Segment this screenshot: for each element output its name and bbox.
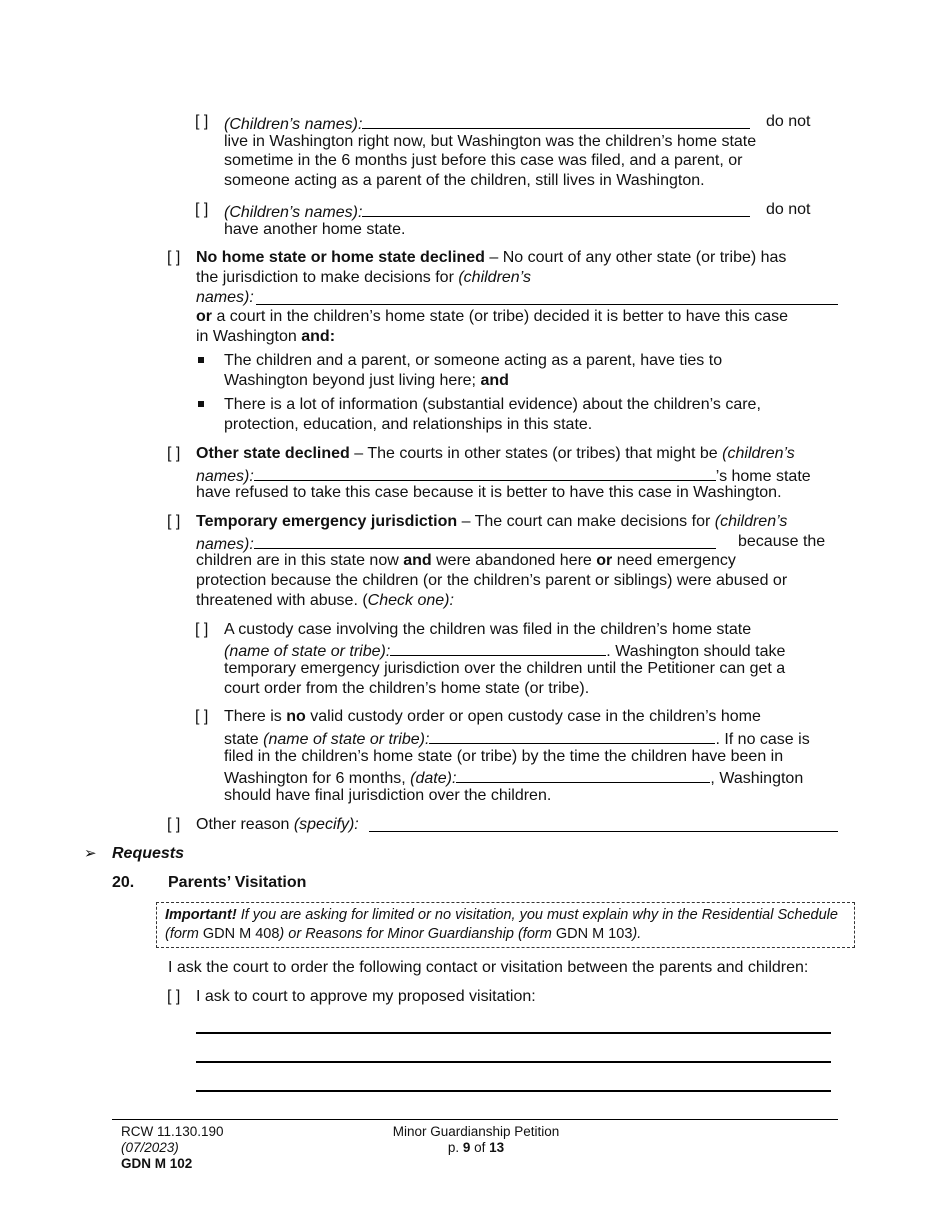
page-total: 13 [489,1140,505,1155]
text: and: [301,328,336,345]
text: ’s home state [715,468,811,485]
text: Washington for 6 months, [224,770,411,787]
note-line-1 [165,906,838,925]
text: do not [766,113,811,130]
checkbox-no-other-home-state[interactable]: [ ] [195,201,209,218]
text: – The courts in other states (or tribes) that might be [349,445,723,462]
footer-form-number: GDN M 102 [121,1156,193,1171]
footer-date: (07/2023) [121,1140,179,1155]
checkbox-approve-visitation[interactable]: [ ] [167,988,181,1005]
text: If you are asking for limited or no visitation, you must explain why in the Residential Schedule [236,907,838,923]
visitation-field-line-1[interactable] [196,1032,831,1034]
visitation-field-line-2[interactable] [196,1061,831,1063]
text: live in Washington right now, but Washington was the children’s home state [224,133,757,150]
text: . If no case is [715,731,810,748]
text: in Washington [196,328,302,345]
bullet-icon [198,357,204,363]
text: Other reason [196,816,294,833]
text: There is a lot of information (substantial evidence) about the children’s care, [224,396,761,413]
text: temporary emergency jurisdiction over the children until the Petitioner can get a [224,660,786,677]
text: court order from the children’s home state (or tribe). [224,680,590,697]
footer-rcw: RCW 11.130.190 [121,1124,224,1139]
form-ref: GDN M 408 [202,926,280,942]
text: – No court of any other state (or tribe) has [484,249,787,266]
children-names-field-4[interactable] [254,464,716,481]
text: someone acting as a parent of the children, still lives in Washington. [224,172,705,189]
arrow-bullet-icon: ➢ [84,845,97,862]
text: have another home state. [224,221,406,238]
footer-page [376,1140,576,1156]
text: state [224,731,264,748]
text: (children’s [714,513,788,530]
text: the jurisdiction to make decisions for [196,269,459,286]
text: names): [196,536,254,553]
text: Check one): [367,592,454,609]
text: (date): [410,770,457,787]
text: do not [766,201,811,218]
page-number: 9 [462,1140,471,1155]
text: names): [196,289,254,306]
text: A custody case involving the children was filed in the children’s home state [224,621,752,638]
text: I ask to court to approve my proposed visitation: [196,988,536,1005]
temp-heading [196,512,787,532]
text: because the [738,533,826,550]
other-reason-label [196,815,359,835]
text: and [480,372,509,389]
date-field[interactable] [456,766,710,783]
text: (name of state or tribe): [263,731,430,748]
checkbox-home-state-6months[interactable]: [ ] [195,113,209,130]
text: The children and a parent, or someone acting as a parent, have ties to [224,352,723,369]
checkbox-no-home-state[interactable]: [ ] [167,249,181,266]
text: or [596,552,613,569]
text: no [286,708,306,725]
checkbox-temporary-emergency[interactable]: [ ] [167,513,181,530]
text: a court in the children’s home state (or tribe) decided it is better to have this case [212,308,788,325]
checkbox-other-reason[interactable]: [ ] [167,816,181,833]
text: ) or Reasons for Minor Guardianship (form [279,926,556,942]
form-ref: GDN M 103 [555,926,633,942]
checkbox-other-state-declined[interactable]: [ ] [167,445,181,462]
text: (name of state or tribe): [224,643,391,660]
text-line [224,707,761,727]
text: (children’s [458,269,531,286]
other-state-heading [196,444,795,464]
important-label: Important! [165,907,237,923]
children-names-field-5[interactable] [254,532,716,549]
other-state-title: Other state declined [196,445,350,462]
text: names): [196,468,254,485]
text: sometime in the 6 months just before this case was filed, and a parent, or [224,152,743,169]
requests-heading: Requests [112,845,185,862]
text: . Washington should take [606,643,786,660]
text: (form [165,926,203,942]
text: were abandoned here [431,552,597,569]
children-names-field-1[interactable] [362,112,750,129]
children-names-field-2[interactable] [362,200,750,217]
state-or-tribe-field-1[interactable] [390,639,606,656]
section-title: Parents’ Visitation [168,874,307,891]
text: protection, education, and relationships in this state. [224,416,593,433]
footer-title: Minor Guardianship Petition [392,1124,560,1139]
text: should have final jurisdiction over the children. [224,787,552,804]
text: and [403,552,432,569]
text: , Washington [710,770,804,787]
text: – The court can make decisions for [457,513,715,530]
visitation-field-line-3[interactable] [196,1090,831,1092]
section-number: 20. [112,874,135,891]
text: (children’s [722,445,795,462]
children-names-label-text: (Children’s names): [224,116,363,133]
text: protection because the children (or the children’s parent or siblings) were abused or [196,572,788,589]
text: ). [632,926,642,942]
text: need emergency [612,552,736,569]
text: have refused to take this case because it is better to have this case in Washington. [196,484,782,501]
state-or-tribe-field-2[interactable] [429,727,715,744]
checkbox-no-custody-order[interactable]: [ ] [195,708,209,725]
text: valid custody order or open custody case in the children’s home [305,708,761,725]
no-home-state-heading [196,248,786,268]
text: children are in this state now [196,552,404,569]
text: p. [447,1140,463,1155]
children-names-field-3[interactable] [256,304,838,305]
bullet-icon [198,401,204,407]
children-names-label-text: (Children’s names): [224,204,363,221]
text: I ask the court to order the following contact or visitation between the parents and children: [168,959,809,976]
text: (specify): [293,816,359,833]
text: or [196,308,212,325]
text-line [196,327,335,347]
temp-title: Temporary emergency jurisdiction [196,513,458,530]
text: Washington beyond just living here; [224,372,481,389]
text: of [470,1140,490,1155]
text-line [196,591,454,611]
text-line [196,268,531,288]
checkbox-custody-case-filed[interactable]: [ ] [195,621,209,638]
text-line [196,551,736,571]
text-line [224,371,509,391]
note-line-2 [165,925,641,944]
footer-divider [112,1119,838,1120]
text: There is [224,708,287,725]
text-line [196,307,788,327]
important-note-box [156,902,855,948]
text: threatened with abuse. ( [196,592,368,609]
no-home-state-title: No home state or home state declined [196,249,485,266]
other-reason-field[interactable] [369,831,838,832]
text: filed in the children’s home state (or tribe) by the time the children have been in [224,748,784,765]
